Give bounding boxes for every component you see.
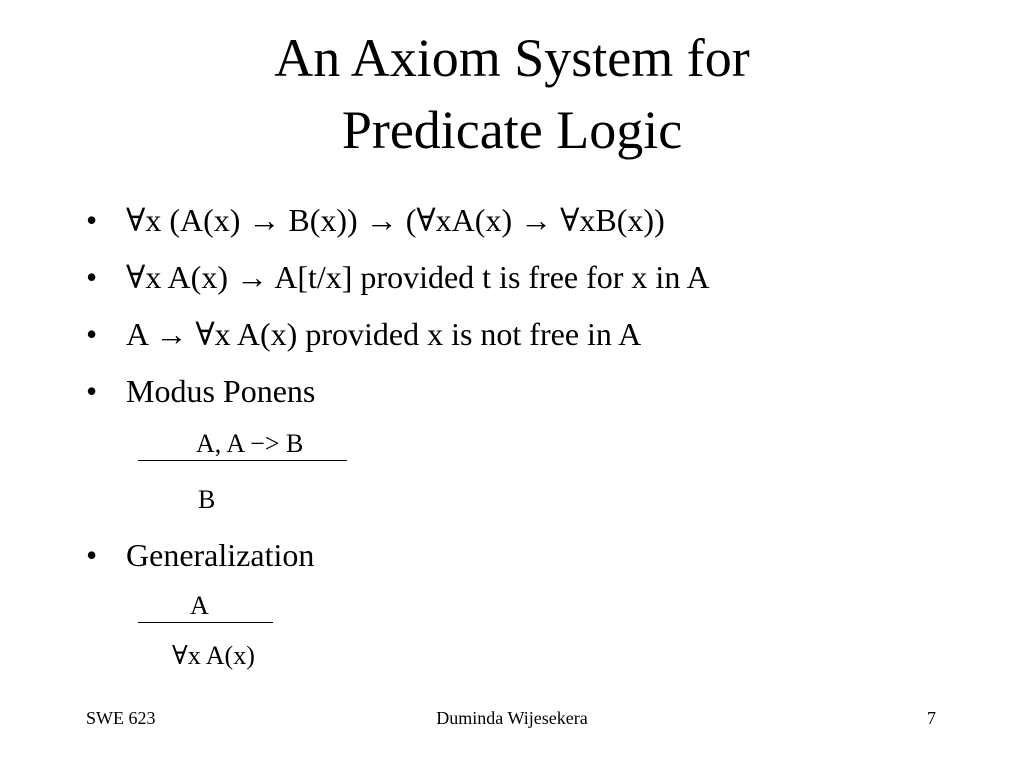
- bullet-text: ∀x (A(x) → B(x)) → (∀xA(x) → ∀xB(x)): [126, 202, 665, 238]
- bullet-text: A → ∀x A(x) provided x is not free in A: [126, 316, 642, 352]
- bullet-text: ∀x A(x) → A[t/x] provided t is free for x in A: [126, 259, 710, 295]
- bullet-text: Generalization: [126, 537, 315, 573]
- title-line-2: Predicate Logic: [341, 100, 683, 160]
- bullet-icon: •: [86, 537, 98, 573]
- bullet-icon: •: [86, 259, 98, 295]
- generalization-premise: A: [138, 590, 273, 623]
- modus-ponens-conclusion: B: [198, 485, 216, 514]
- bullet-item-axiom-3: [86, 314, 641, 354]
- bullet-item-modus-ponens: [86, 371, 315, 411]
- bullet-item-axiom-1: [86, 200, 665, 240]
- bullet-icon: •: [86, 202, 98, 238]
- slide-title: [0, 22, 1024, 166]
- bullet-item-axiom-2: [86, 257, 710, 297]
- modus-ponens-premise: A, A −> B: [138, 428, 347, 461]
- footer-page-number: 7: [927, 708, 936, 728]
- generalization-conclusion: ∀x A(x): [172, 641, 255, 670]
- footer-course: SWE 623: [86, 708, 156, 728]
- title-line-1: An Axiom System for: [274, 28, 750, 88]
- bullet-icon: •: [86, 373, 98, 409]
- bullet-item-generalization: [86, 535, 314, 575]
- footer-author: Duminda Wijesekera: [436, 708, 588, 728]
- bullet-icon: •: [86, 316, 98, 352]
- bullet-text: Modus Ponens: [126, 373, 316, 409]
